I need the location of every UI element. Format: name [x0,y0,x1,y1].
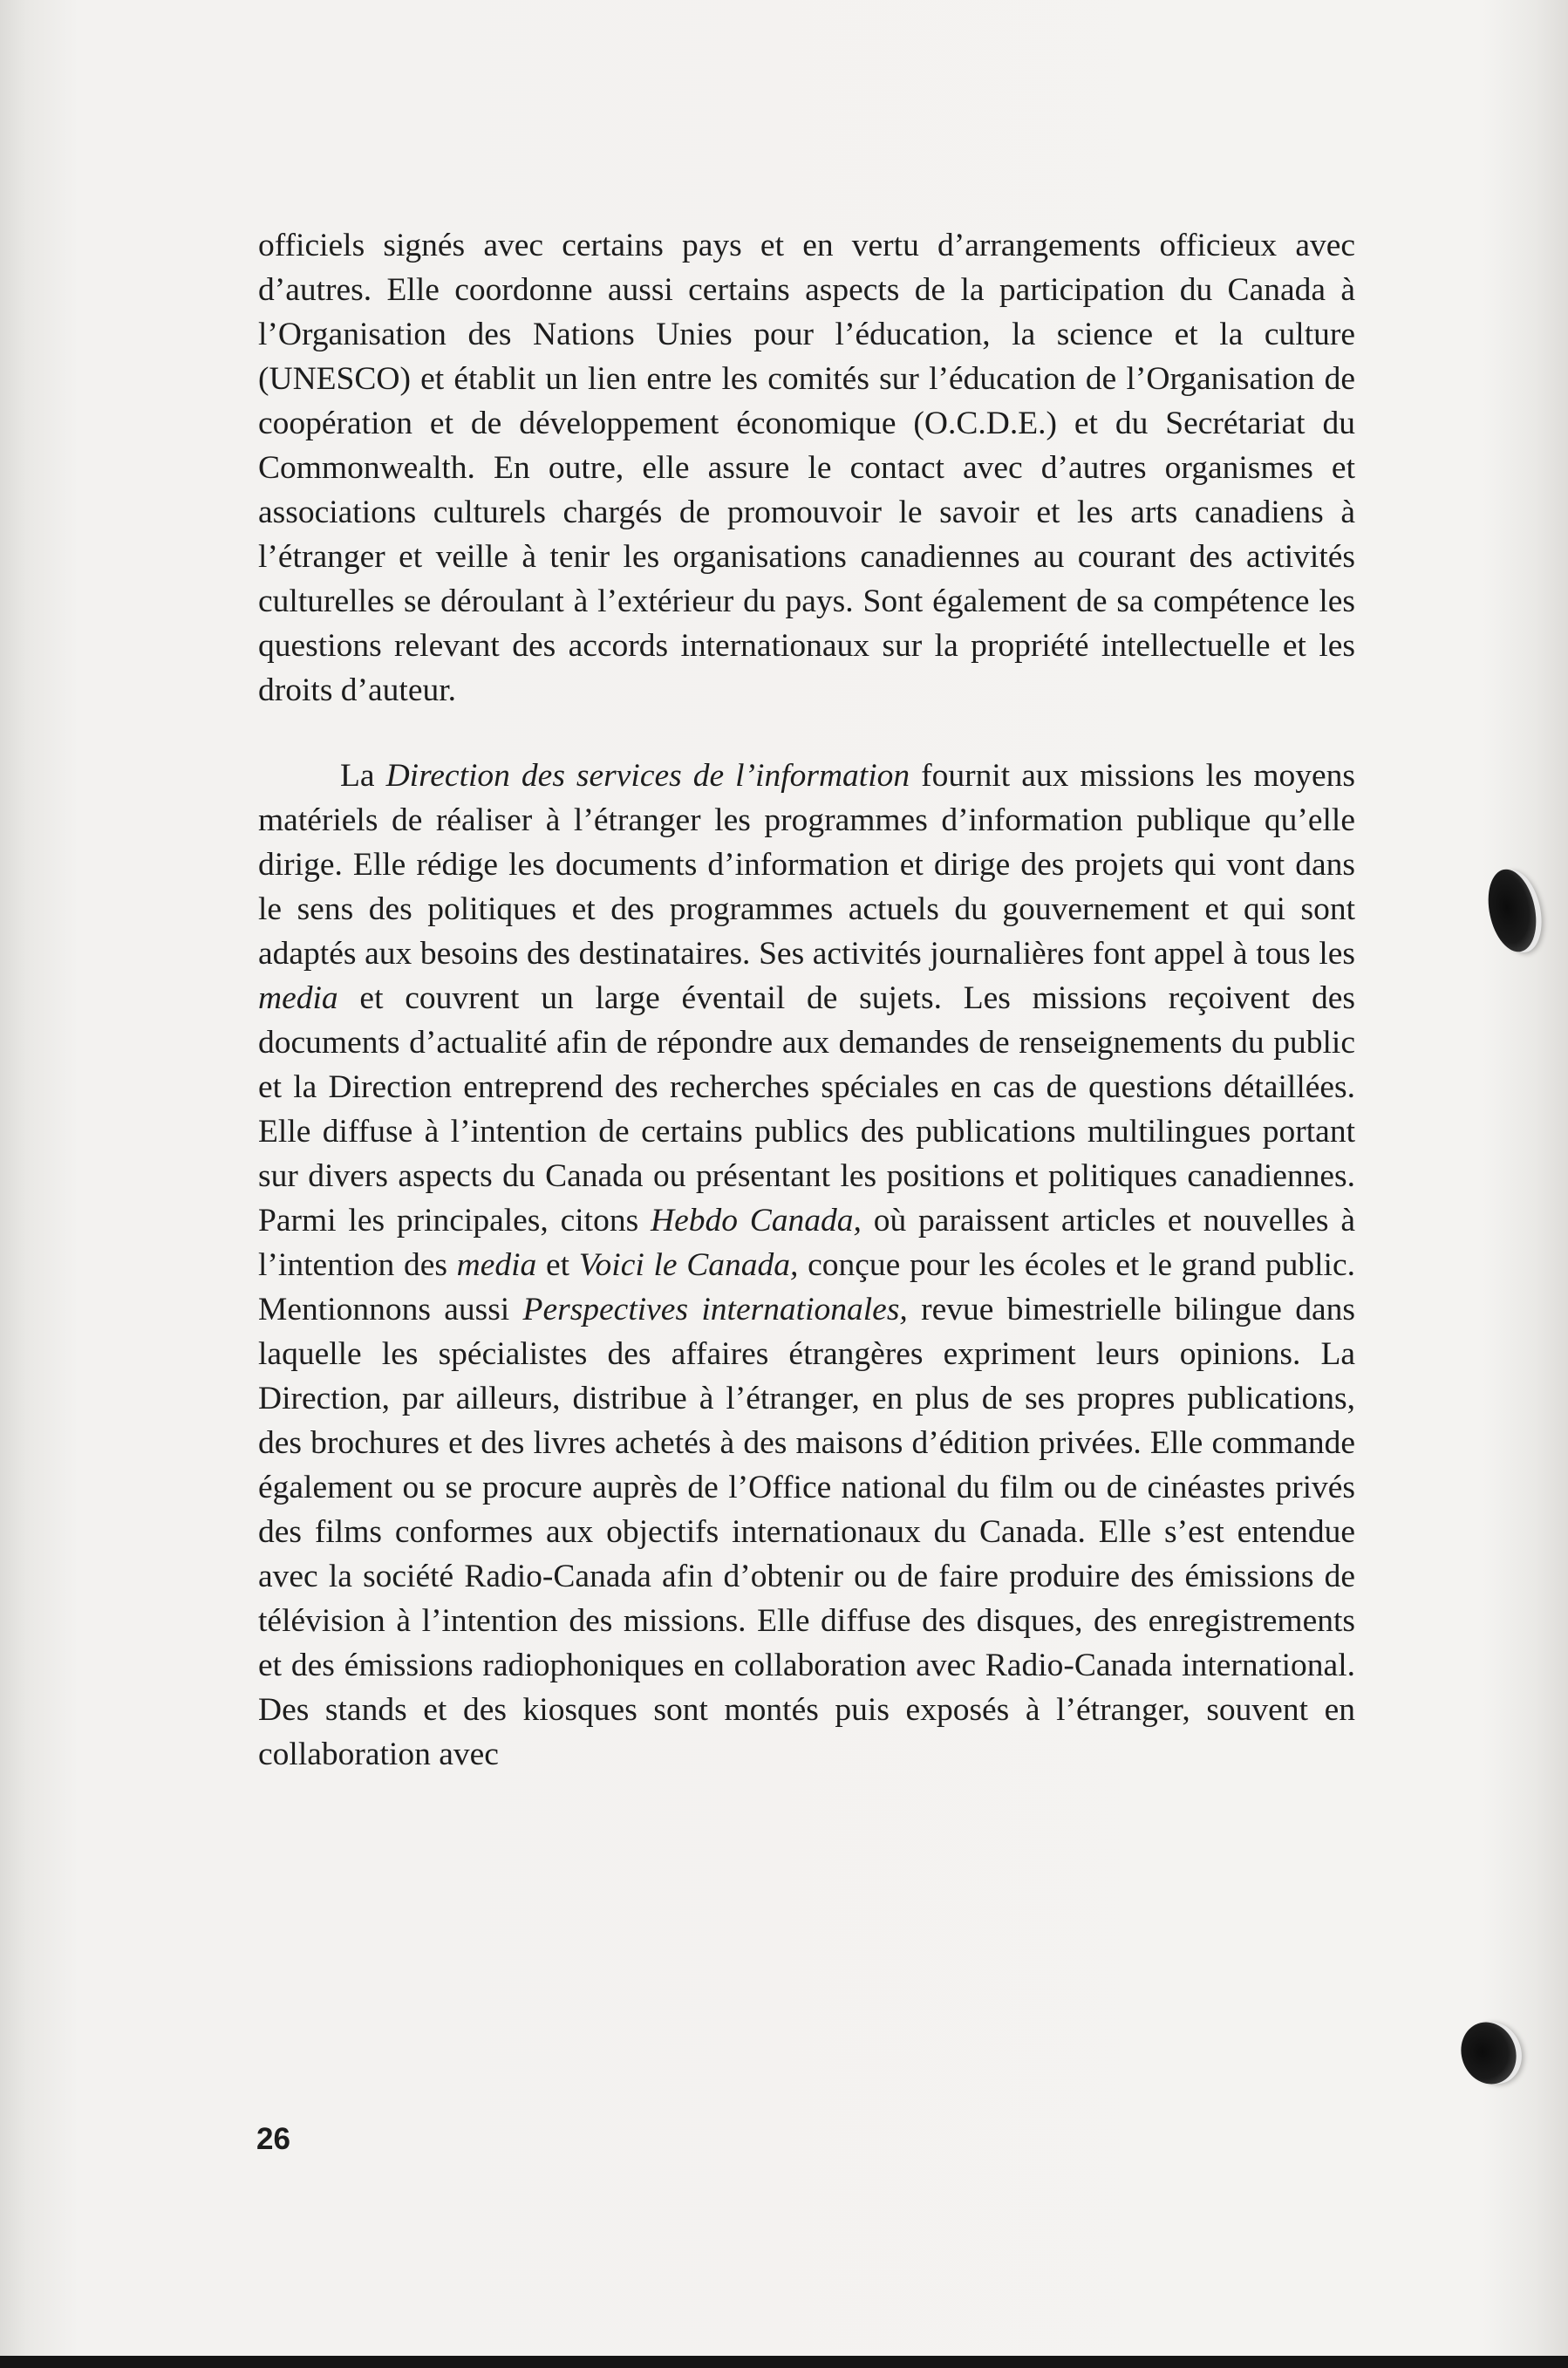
page-bottom-edge [0,2356,1568,2368]
paragraph-1-text: officiels signés avec certains pays et en vertu d’arrangements officieux avec d’autres. Elle coordonne aussi certains aspects de la participation du Canada à l’Organisation des Nations Unies pour l’éducation, la science et la culture (UNESCO) et établit un lien entre les comités sur l’éducation de l’Organisation de coopération et de développement économique (O.C.D.E.) et du Secrétariat du Commonwealth. En outre, elle assure le contact avec d’autres organismes et associations culturels chargés de promouvoir le savoir et les arts canadiens à l’étranger et veille à tenir les organisations canadiennes au courant des activités culturelles se déroulant à l’extérieur du pays. Sont également de sa compétence les questions relevant des accords internationaux sur la propriété intellectuelle et les droits d’auteur. [258,228,1355,708]
paragraph-2-segment: où paraissent articles et nouvelles à l’intention des [258,1203,1355,1283]
paragraph-1 [258,223,1355,713]
paragraph-2-italic: Perspectives internationales, [522,1292,908,1327]
paragraph-2-italic: Voici le Canada, [578,1247,799,1283]
paragraph-2-italic: media [456,1247,537,1283]
paragraph-2-italic: Hebdo Canada, [650,1203,862,1239]
paragraph-2-segment: et [536,1247,579,1283]
binder-hole-icon [1482,865,1544,957]
paragraph-2-segment: La [340,758,386,794]
body-text [258,223,1355,1777]
page-number: 26 [256,2122,290,2156]
paragraph-2-segment: et couvrent un large éventail de sujets. Les missions reçoivent des documents d’actualité afin de répondre aux demandes de renseignements du public et la Direction entreprend des recherches spéciales en cas de questions détaillées. Elle diffuse à l’intention de certains publics des publications multilingues portant sur divers aspects du Canada ou présentant les positions et politiques canadiennes. Parmi les principales, citons [258,980,1355,1239]
paragraph-2-italic: Direction des services de l’information [385,758,910,794]
paragraph-2-segment: conçue pour les écoles et le grand public. Mentionnons aussi [258,1247,1355,1327]
binder-hole-icon [1453,2015,1525,2092]
paragraph-2-segment: revue bimestrielle bilingue dans laquelle les spécialistes des affaires étrangères expriment leurs opinions. La Direction, par ailleurs, distribue à l’étranger, en plus de ses propres publications, des brochures et des livres achetés à des maisons d’édition privées. Elle commande également ou se procure auprès de l’Office national du film ou de cinéastes privés des films conformes aux objectifs internationaux du Canada. Elle s’est entendue avec la société Radio-Canada afin d’obtenir ou de faire produire des émissions de télévision à l’intention des missions. Elle diffuse des disques, des enregistrements et des émissions radiophoniques en collaboration avec Radio-Canada international. Des stands et des kiosques sont montés puis exposés à l’étranger, souvent en collaboration avec [258,1292,1355,1772]
paragraph-2 [258,754,1355,1777]
paragraph-2-italic: media [258,980,338,1016]
paragraph-2-segment: fournit aux missions les moyens matériels de réaliser à l’étranger les programmes d’information publique qu’elle dirige. Elle rédige les documents d’information et dirige des projets qui vont dans le sens des politiques et des programmes actuels du gouvernement et qui sont adaptés aux besoins des destinataires. Ses activités journalières font appel à tous les [258,758,1355,972]
